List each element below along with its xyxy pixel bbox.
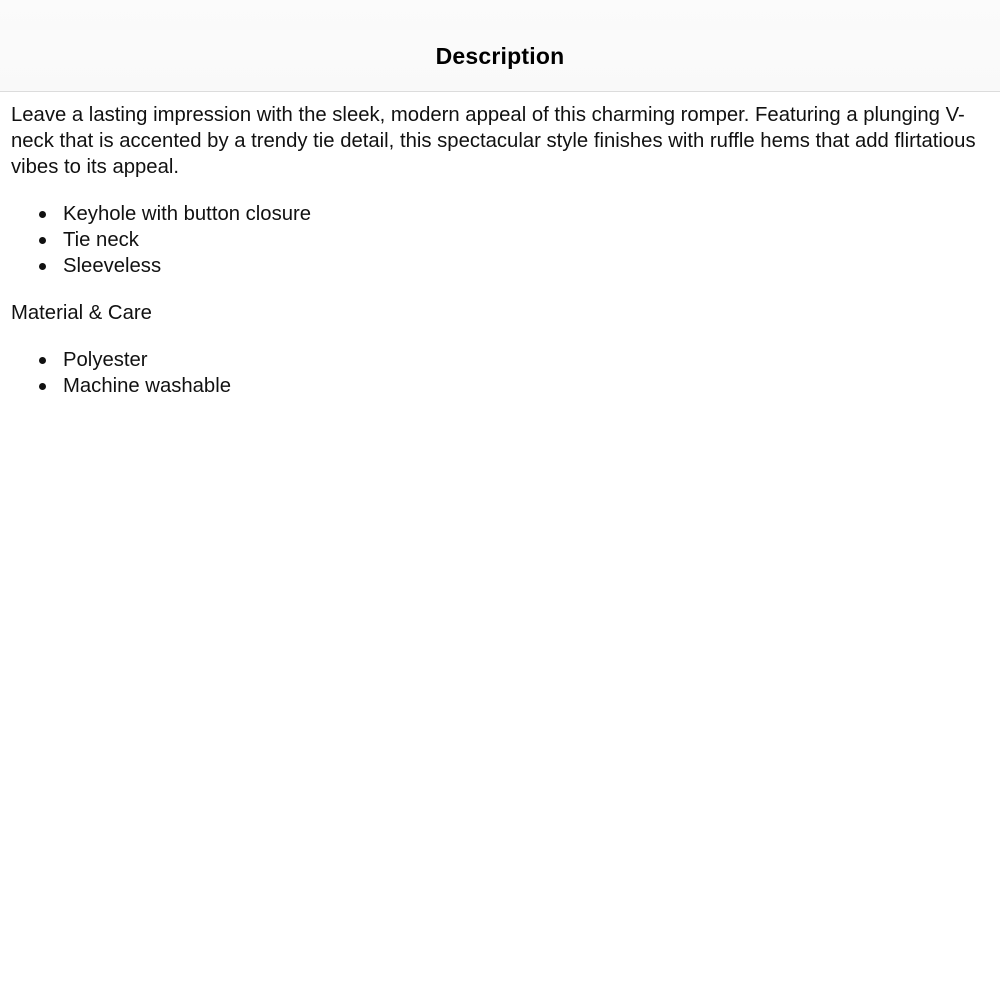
feature-item-label: Tie neck xyxy=(63,229,139,251)
bullet-icon xyxy=(39,237,46,244)
bullet-icon xyxy=(39,263,46,270)
list-item xyxy=(11,227,991,253)
material-care-heading: Material & Care xyxy=(11,302,152,324)
feature-list xyxy=(11,201,991,279)
description-content[interactable] xyxy=(11,102,991,420)
bullet-icon xyxy=(39,383,46,390)
list-item xyxy=(11,201,991,227)
bullet-icon xyxy=(39,211,46,218)
material-item-label: Machine washable xyxy=(63,375,231,397)
list-item xyxy=(11,373,991,399)
material-item-label: Polyester xyxy=(63,349,148,371)
feature-item-label: Sleeveless xyxy=(63,255,162,277)
list-item xyxy=(11,347,991,373)
list-item xyxy=(11,253,991,279)
description-text: Leave a lasting impression with the sleek, modern appeal of this charming romper. Featuring a plunging V-neck that is accented by a trendy tie detail, this spectacular style finishes with ruffle hems that add flirtatious vibes to its appeal. xyxy=(11,104,976,178)
navigation-bar xyxy=(0,0,1000,92)
material-list xyxy=(11,347,991,399)
bullet-icon xyxy=(39,357,46,364)
feature-item-label: Keyhole with button closure xyxy=(63,203,312,225)
page-title: Description xyxy=(435,43,565,69)
